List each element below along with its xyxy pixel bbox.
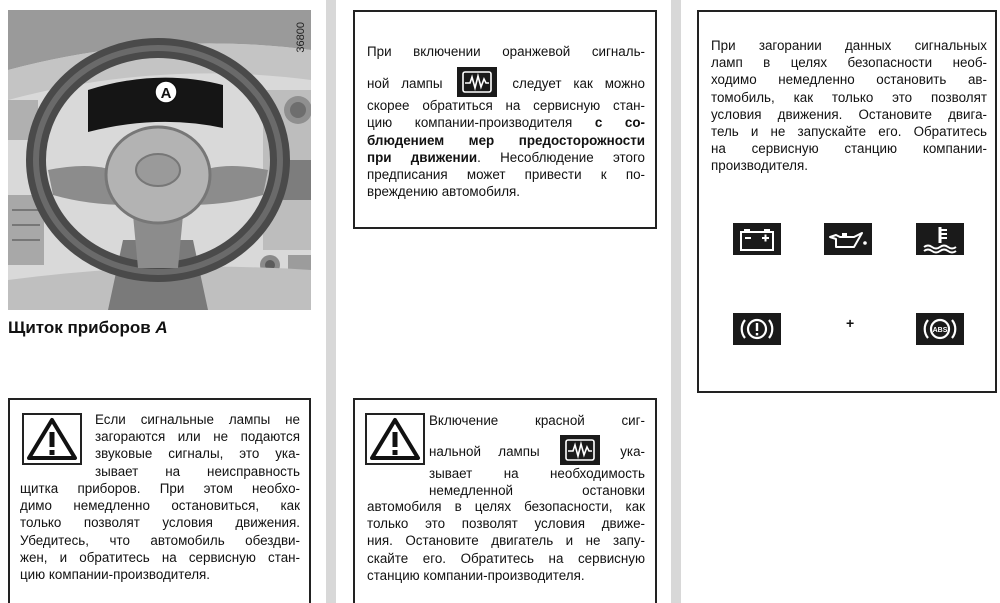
warning-line-5: щитка приборов. При этом необхо- — [20, 481, 300, 496]
abs-label: ABS — [932, 327, 948, 334]
orange-line-6: при движении. Несоблюдение этого — [367, 149, 646, 165]
warning-line-10: цию компании-производителя. — [20, 567, 211, 583]
battery-icon — [733, 223, 781, 255]
orange-line-2: ной лампы следует как можно — [367, 67, 645, 97]
red-lamps-info-box — [697, 10, 997, 393]
info-line-7: на сервисную станцию компании- — [711, 141, 987, 157]
column-divider-left — [326, 0, 336, 603]
caption-italic: A — [155, 318, 168, 337]
warning-line-2: загораются или не подаются — [95, 429, 300, 445]
red-line-4: немедленной остановки — [429, 483, 645, 499]
orange-line-4: цию компании-производителя с со- — [367, 115, 645, 131]
info-line-2: ламп в целях безопасности необ- — [711, 55, 987, 71]
warning-triangle-icon — [22, 413, 82, 465]
red-line-6: только это позволят условия движе- — [367, 516, 645, 532]
plus-sign: + — [846, 315, 855, 331]
malfunction-lamp-icon — [457, 67, 497, 97]
column-divider-right — [671, 0, 681, 603]
info-line-8: производителя. — [711, 158, 808, 174]
red-line-9: станцию компании-производителя. — [367, 567, 585, 583]
warning-line-3: звуковые сигналы, это ука- — [95, 446, 300, 462]
marker-a: A — [160, 85, 172, 102]
warning-line-7: только позволят условия движения. — [20, 515, 300, 531]
orange-lamp-box — [353, 10, 657, 229]
warning-box-instrument — [8, 398, 311, 603]
orange-line-3: скорее обратиться на сервисную стан- — [367, 98, 645, 114]
info-line-5: условия движения. Остановите двига- — [711, 106, 987, 122]
oil-can-icon — [824, 223, 872, 255]
warning-triangle-icon — [365, 413, 425, 465]
warning-line-8: Убедитесь, что автомобиль обездви- — [20, 532, 300, 548]
info-line-1: При загорании данных сигнальных — [711, 38, 987, 53]
orange-line-1: При включении оранжевой сигналь- — [367, 44, 645, 59]
malfunction-lamp-icon — [560, 435, 600, 465]
info-line-3: ходимо немедленно остановить ав- — [711, 72, 987, 88]
red-line-8: скайте его. Обратитесь на сервисную — [367, 550, 645, 566]
dashboard-photo — [8, 10, 311, 310]
coolant-temperature-icon — [916, 223, 964, 255]
abs-warning-icon — [916, 313, 964, 345]
orange-line-5: блюдением мер предосторожности — [367, 132, 645, 148]
warning-line-4: зывает на неисправность — [95, 463, 300, 479]
red-line-5: автомобиля в целях безопасности, как — [367, 499, 645, 514]
red-lamp-warning-box — [353, 398, 657, 603]
warning-line-6: димо немедленно остановиться, как — [20, 498, 300, 514]
red-line-1: Включение красной сиг- — [429, 413, 645, 428]
steering-wheel-illustration — [8, 10, 311, 310]
red-line-2: нальной лампы ука- — [429, 435, 645, 465]
photo-id: 36800 — [295, 22, 307, 53]
red-line-3: зывает на необходимость — [429, 466, 645, 482]
page-caption — [8, 318, 168, 338]
orange-line-8: вреждению автомобиля. — [367, 184, 520, 200]
caption-text: Щиток приборов — [8, 318, 156, 337]
brake-warning-icon — [733, 313, 781, 345]
warning-line-9: жен, и обратитесь на сервисную стан- — [20, 549, 300, 565]
red-line-7: ния. Остановите двигатель и не запу- — [367, 533, 645, 549]
info-line-4: томобиль, как только это позволят — [711, 89, 987, 105]
orange-line-7: предписания может привести к по- — [367, 167, 645, 183]
info-line-6: тель и не запускайте его. Обратитесь — [711, 124, 987, 140]
warning-line-1: Если сигнальные лампы не — [95, 412, 300, 427]
